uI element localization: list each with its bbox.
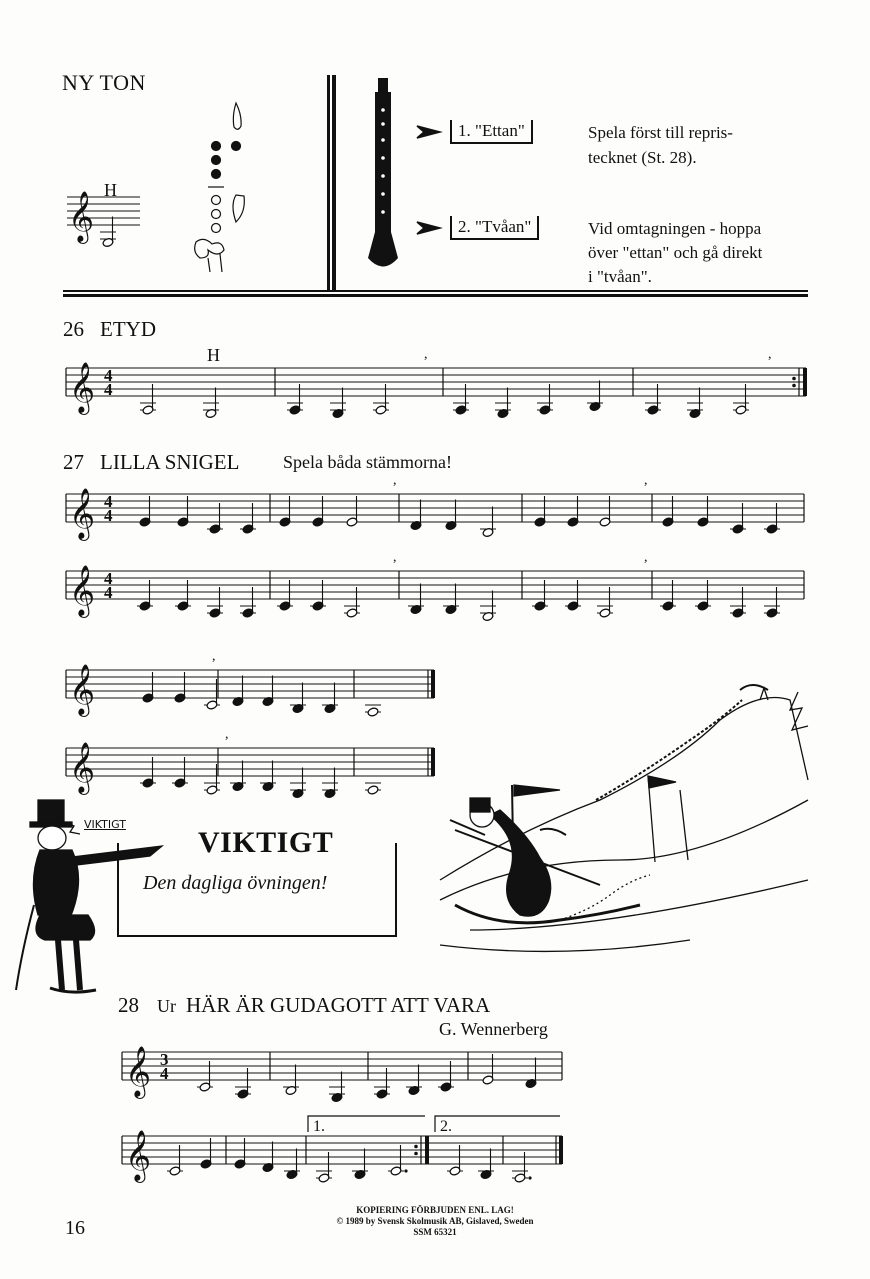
- treble-clef-icon: 𝄞: [69, 362, 96, 413]
- ex26-number: 26: [63, 317, 84, 341]
- ex28-number: 28: [118, 993, 139, 1017]
- volta-1-label: 1. "Ettan": [450, 120, 533, 144]
- page-number: 16: [65, 1217, 85, 1239]
- man-with-hat-illustration: [16, 800, 162, 992]
- treble-clef-icon: 𝄞: [69, 664, 96, 715]
- instruction-2-line3: i "tvåan".: [588, 267, 652, 286]
- repeat-dot: [414, 1145, 418, 1149]
- skier-illustration: [440, 685, 808, 951]
- breath-mark: ,: [393, 550, 397, 565]
- instruction-2-line2: över "ettan" och gå direkt: [588, 243, 763, 262]
- volta-2-label: 2. "Tvåan": [450, 216, 539, 240]
- treble-clef-icon: 𝄞: [69, 742, 96, 793]
- ex27-title: LILLA SNIGEL: [100, 450, 240, 474]
- treble-clef-icon: 𝄞: [125, 1046, 152, 1097]
- dot: [528, 1176, 531, 1179]
- new-note-staff: [67, 191, 140, 248]
- header-divider-thin: [327, 75, 330, 290]
- ex28-composer: G. Wennerberg: [439, 1019, 548, 1039]
- time-signature-top: 4: [104, 492, 113, 511]
- viktigt-title: VIKTIGT: [190, 826, 341, 860]
- ex27-staff-lower: [66, 550, 804, 622]
- header-divider-thick: [332, 75, 336, 290]
- note-head: [367, 785, 379, 795]
- ex27-cont-staff-lower: [66, 727, 435, 799]
- time-signature-top: 4: [104, 569, 113, 588]
- instruction-1-line1: Spela först till repris-: [588, 123, 733, 142]
- time-signature-bottom: 4: [104, 583, 113, 602]
- ex27-instruction: Spela båda stämmorna!: [283, 452, 452, 472]
- fingering-chart-icon: [195, 103, 245, 272]
- breath-mark: ,: [225, 727, 229, 742]
- treble-clef-icon: 𝄞: [69, 565, 96, 616]
- viktigt-subtitle: Den dagliga övningen!: [143, 872, 328, 894]
- ex28-volta-1: 1.: [313, 1118, 325, 1135]
- time-signature-top: 3: [160, 1050, 169, 1069]
- treble-clef-icon: 𝄞: [125, 1130, 152, 1181]
- time-signature-bottom: 4: [160, 1064, 169, 1083]
- instruction-1-line2: tecknet (St. 28).: [588, 148, 697, 167]
- ex28-title: HÄR ÄR GUDAGOTT ATT VARA: [186, 993, 491, 1017]
- viktigt-sign-label: VIKTIGT: [84, 818, 126, 831]
- repeat-barline: [425, 1136, 429, 1164]
- time-signature-bottom: 4: [104, 380, 113, 399]
- header-rule-bottom: [63, 294, 808, 297]
- breath-mark: ,: [644, 550, 648, 565]
- breath-mark: ,: [393, 473, 397, 488]
- dot: [404, 1169, 407, 1172]
- clarinet-icon: [368, 78, 398, 267]
- treble-clef-icon: 𝄞: [69, 488, 96, 539]
- note-head: [367, 707, 379, 717]
- ex26-title: ETYD: [100, 317, 156, 341]
- breath-mark: ,: [768, 347, 772, 362]
- ex27-number: 27: [63, 450, 84, 474]
- ex28-volta-2: 2.: [440, 1118, 452, 1135]
- final-barline: [431, 748, 435, 776]
- new-note-title: NY TON: [62, 70, 146, 95]
- breath-mark: ,: [644, 473, 648, 488]
- time-signature-bottom: 4: [104, 506, 113, 525]
- time-signature-top: 4: [104, 366, 113, 385]
- ex26-note-label: H: [207, 345, 220, 365]
- repeat-dot: [414, 1152, 418, 1156]
- final-barline: [431, 670, 435, 698]
- repeat-dot: [792, 377, 796, 381]
- ex27-cont-staff-upper: [66, 649, 435, 717]
- footer-line-2: © 1989 by Svensk Skolmusik AB, Gislaved, Sweden: [336, 1216, 534, 1226]
- ex26-staff: [66, 347, 807, 419]
- ex28-staff-1: [122, 1046, 562, 1103]
- header-rule-top: [63, 290, 808, 292]
- final-barline: [559, 1136, 563, 1164]
- repeat-barline: [803, 368, 807, 396]
- ex28-prefix: Ur: [157, 996, 176, 1016]
- breath-mark: ,: [212, 649, 216, 664]
- footer-line-1: KOPIERING FÖRBJUDEN ENL. LAG!: [356, 1205, 514, 1215]
- arrow-icon: [417, 126, 440, 234]
- instruction-2-line1: Vid omtagningen - hoppa: [588, 219, 762, 238]
- ex28-staff-2: [122, 1130, 563, 1183]
- new-note-name: H: [104, 180, 117, 200]
- ex28-volta-brackets: [308, 1116, 560, 1132]
- ex27-staff-upper: [66, 473, 804, 541]
- treble-clef-icon: 𝄞: [68, 191, 95, 242]
- footer-line-3: SSM 65321: [413, 1227, 457, 1237]
- breath-mark: ,: [424, 347, 428, 362]
- repeat-dot: [792, 384, 796, 388]
